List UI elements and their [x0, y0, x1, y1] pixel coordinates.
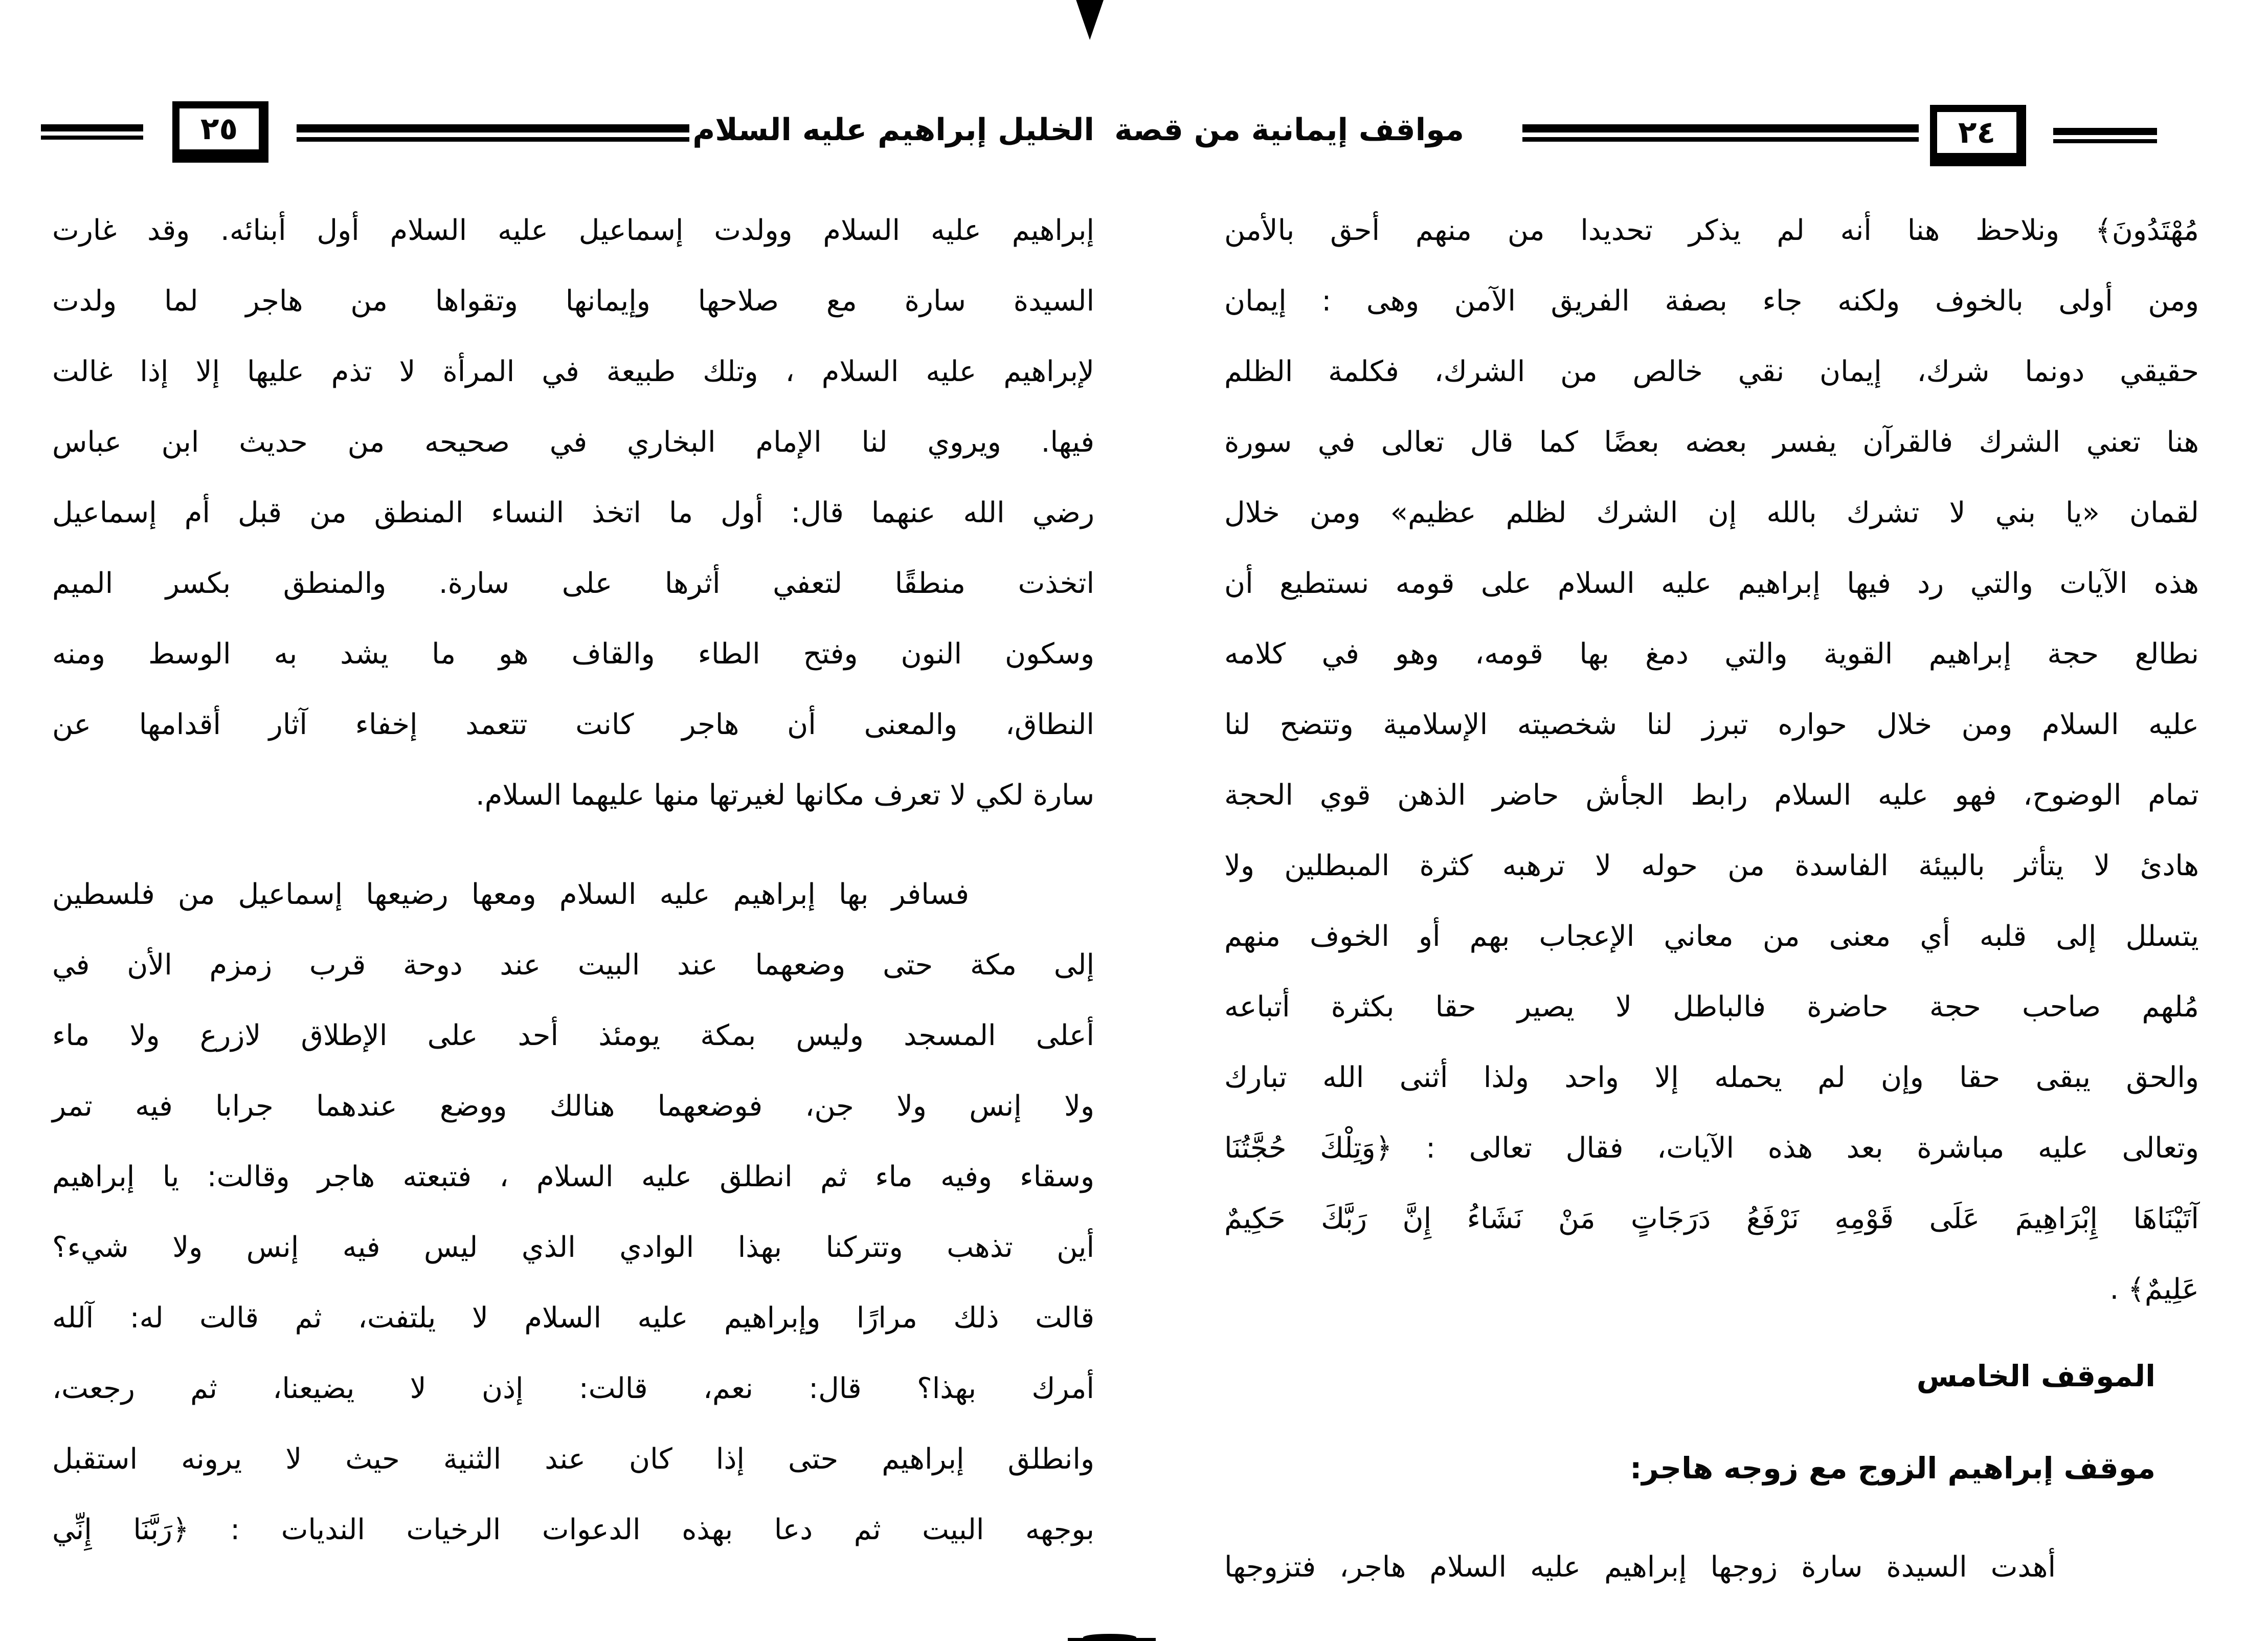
body-line: حقيقي دونما شرك، إيمان نقي خالص من الشرك، فكلمة الظلم: [1224, 355, 2199, 388]
body-line: لقمان «يا بني لا تشرك بالله إن الشرك لظلم عظيم» ومن خلال: [1224, 496, 2199, 529]
header-rule: [41, 124, 143, 140]
page-number-box: [1930, 105, 2026, 166]
body-line: ولا إنس ولا جن، فوضعهما هنالك ووضع عندهما جرابا فيه تمر: [52, 1090, 1094, 1123]
body-line: اتخذت منطقًا لتعفي أثرها على سارة. والمنطق بكسر الميم: [52, 567, 1094, 600]
body-line: هادئ لا يتأثر بالبيئة الفاسدة من حوله لا ترهبه كثرة المبطلين ولا: [1224, 849, 2199, 882]
body-line: السيدة سارة مع صلاحها وإيمانها وتقواها من هاجر لما ولدت: [52, 284, 1094, 318]
body-line: وسقاء وفيه ماء ثم انطلق عليه السلام ، فتبعته هاجر وقالت: يا إبراهيم: [52, 1160, 1094, 1193]
body-line: وانطلق إبراهيم حتى إذا كان عند الثنية حيث لا يرونه استقبل: [52, 1443, 1094, 1476]
body-line: عَلِيمٌ﴾ .: [2109, 1273, 2199, 1306]
body-line: رضي الله عنهما قال: أول ما اتخذ النساء المنطق من قبل أم إسماعيل: [52, 496, 1094, 529]
right-page-section-body: [1224, 1532, 2199, 1603]
right-page: [1114, 0, 2268, 1641]
body-line: بوجهه البيت ثم دعا بهذه الدعوات الرخيات النديات : ﴿رَبَّنَا إِنِّي: [52, 1513, 1094, 1546]
body-line: تمام الوضوح، فهو عليه السلام رابط الجأش حاضر الذهن قوي الحجة: [1224, 779, 2199, 812]
section-heading: موقف إبراهيم الزوج مع زوجه هاجر:: [1630, 1451, 2155, 1485]
page-number: ٢٥: [200, 111, 238, 147]
body-line: وتعالى عليه مباشرة بعد هذه الآيات، فقال تعالى : ﴿وَتِلْكَ حُجَّتُنَا: [1224, 1132, 2199, 1165]
body-line: إلى مكة حتى وضعهما عند البيت عند دوحة قرب زمزم الأن في: [52, 948, 1094, 982]
body-line: فيها. ويروي لنا الإمام البخاري في صحيحه من حديث ابن عباس: [52, 426, 1094, 459]
header-rule: [297, 124, 689, 142]
header-rule: [2053, 128, 2157, 143]
page-number: ٢٤: [1958, 115, 1996, 150]
right-page-body: [1224, 195, 2199, 1325]
body-line: هنا تعني الشرك فالقرآن يفسر بعضه بعضًا كما قال تعالى في سورة: [1224, 426, 2199, 459]
body-line: أهدت السيدة سارة زوجها إبراهيم عليه السلام هاجر، فتزوجها: [1224, 1550, 2056, 1584]
body-line: مُهْتَدُونَ﴾ ونلاحظ هنا أنه لم يذكر تحديدا من منهم أحق بالأمن: [1224, 214, 2199, 247]
body-line: نطالع حجة إبراهيم القوية والتي دمغ بها قومه، وهو في كلامه: [1224, 637, 2199, 671]
running-title: الخليل إبراهيم عليه السلام: [692, 112, 1094, 148]
body-line: آتَيْنَاهَا إِبْرَاهِيمَ عَلَى قَوْمِهِ نَرْفَعُ دَرَجَاتٍ مَنْ نَشَاءُ إِنَّ رَبَّكَ حَكِيمٌ: [1224, 1202, 2199, 1235]
body-line: وسكون النون وفتح الطاء والقاف هو ما يشد به الوسط ومنه: [52, 637, 1094, 671]
page-number-box: [172, 101, 268, 163]
section-heading: الموقف الخامس: [1916, 1359, 2155, 1393]
body-line: إبراهيم عليه السلام وولدت إسماعيل عليه السلام أول أبنائه. وقد غارت: [52, 214, 1094, 247]
body-line: أعلى المسجد وليس بمكة يومئذ أحد على الإطلاق لازرع ولا ماء: [52, 1019, 1094, 1052]
body-line: هذه الآيات والتي رد فيها إبراهيم عليه السلام على قومه نستطيع أن: [1224, 567, 2199, 600]
body-line: أين تذهب وتتركنا بهذا الوادي الذي ليس فيه إنس ولا شيء؟: [52, 1231, 1094, 1264]
body-line: أمرك بهذا؟ قال: نعم، قالت: إذن لا يضيعنا، ثم رجعت،: [52, 1372, 1094, 1405]
body-line: قالت ذلك مرارًا وإبراهيم عليه السلام لا يلتفت، ثم قالت له: آلله: [52, 1301, 1094, 1335]
running-title: مواقف إيمانية من قصة: [1114, 112, 1464, 148]
body-line: فسافر بها إبراهيم عليه السلام ومعها رضيعها إسماعيل من فلسطين: [52, 878, 969, 911]
body-line: ومن أولى بالخوف ولكنه جاء بصفة الفريق الآمن وهى : إيمان: [1224, 284, 2199, 318]
body-line: سارة لكي لا تعرف مكانها لغيرتها منها عليهما السلام.: [475, 779, 1094, 812]
left-page-body: [52, 195, 1094, 1565]
body-line: لإبراهيم عليه السلام ، وتلك طبيعة في المرأة لا تذم عليها إلا إذا غالت: [52, 355, 1094, 388]
body-line: يتسلل إلى قلبه أي معنى من معاني الإعجاب بهم أو الخوف منهم: [1224, 920, 2199, 953]
header-rule: [1522, 124, 1919, 142]
body-line: النطاق، والمعنى أن هاجر كانت تتعمد إخفاء آثار أقدامها عن: [52, 708, 1094, 741]
body-line: عليه السلام ومن خلال حواره تبرز لنا شخصيته الإسلامية وتتضح لنا: [1224, 708, 2199, 741]
body-line: والحق يبقى حقا وإن لم يحمله إلا واحد ولذا أثنى الله تبارك: [1224, 1061, 2199, 1094]
body-line: مُلهم صاحب حجة حاضرة فالباطل لا يصير حقا بكثرة أتباعه: [1224, 990, 2199, 1024]
